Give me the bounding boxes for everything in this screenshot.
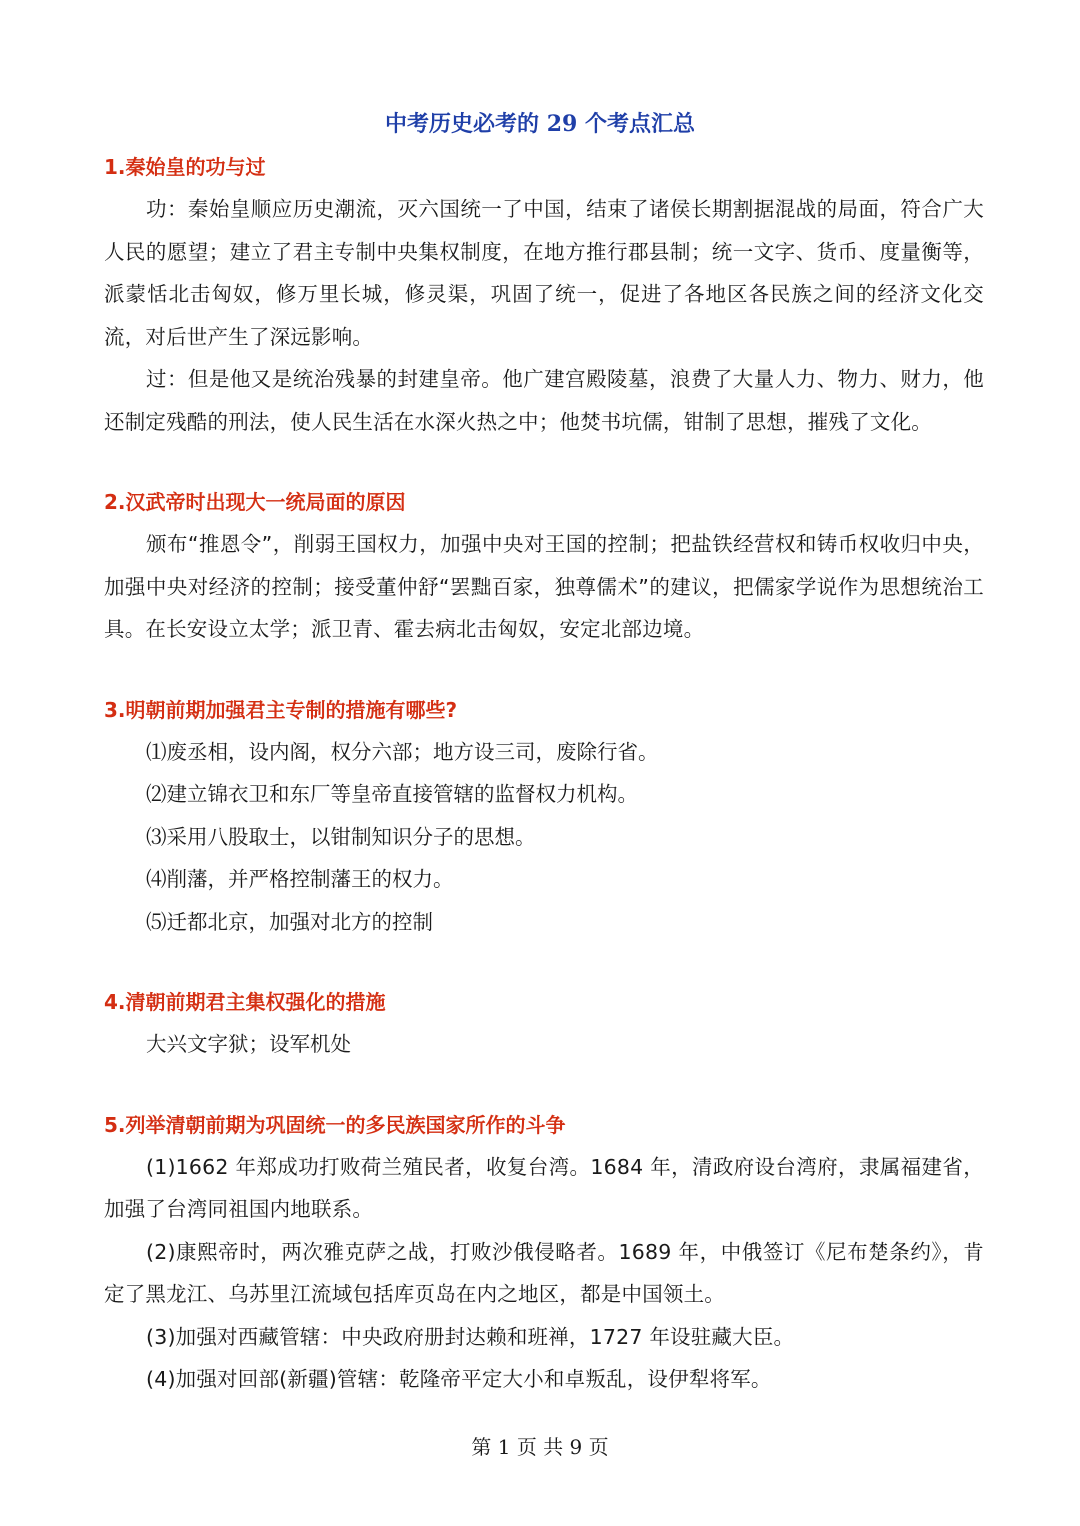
document-content	[104, 150, 984, 1401]
list-item: ⑶采用八股取士，以钳制知识分子的思想。	[146, 824, 536, 849]
paragraph: 过：但是他又是统治残暴的封建皇帝。他广建宫殿陵墓，浪费了大量人力、物力、财力，他还制定残酷的刑法，使人民生活在水深火热之中；他焚书坑儒，钳制了思想，摧残了文化。	[104, 367, 984, 434]
page-footer: 第 1 页 共 9 页	[471, 1435, 609, 1459]
list-item: 大兴文字狱；设军机处	[146, 1032, 351, 1056]
list-item: ⑴废丞相，设内阁，权分六部；地方设三司，废除行省。	[146, 739, 659, 764]
list-item: ⑸迁都北京，加强对北方的控制	[146, 909, 433, 934]
paragraph: (4)加强对回部(新疆)管辖：乾隆帝平定大小和卓叛乱，设伊犁将军。	[146, 1367, 772, 1391]
section-heading: 5.列举清朝前期为巩固统一的多民族国家所作的斗争	[104, 1112, 566, 1137]
paragraph: (1)1662 年郑成功打败荷兰殖民者，收复台湾。1684 年，清政府设台湾府，隶属福建省，加强了台湾同祖国内地联系。	[104, 1154, 984, 1221]
document-title: 中考历史必考的 29 个考点汇总	[385, 111, 695, 137]
section-2	[104, 485, 984, 651]
paragraph: 功：秦始皇顺应历史潮流，灭六国统一了中国，结束了诸侯长期割据混战的局面，符合广大人民的愿望；建立了君主专制中央集权制度，在地方推行郡县制；统一文字、货币、度量衡等，派蒙恬北击匈奴，修万里长城，修灵渠，巩固了统一，促进了各地区各民族之间的经济文化交流，对后世产生了深远影响。	[104, 197, 984, 349]
list-item: ⑷削藩，并严格控制藩王的权力。	[146, 867, 454, 891]
section-heading: 4.清朝前期君主集权强化的措施	[104, 990, 386, 1014]
paragraph: 颁布“推恩令”，削弱王国权力，加强中央对王国的控制；把盐铁经营权和铸币权收归中央，加强中央对经济的控制；接受董仲舒“罢黜百家，独尊儒术”的建议，把儒家学说作为思想统治工具。在长安设立太学；派卫青、霍去病北击匈奴，安定北部边境。	[104, 532, 984, 641]
section-1	[104, 150, 984, 443]
section-4	[104, 985, 984, 1066]
section-heading: 1.秦始皇的功与过	[104, 155, 266, 179]
section-heading: 3.明朝前期加强君主专制的措施有哪些?	[104, 697, 458, 722]
paragraph: (2)康熙帝时，两次雅克萨之战，打败沙俄侵略者。1689 年，中俄签订《尼布楚条约》，肯定了黑龙江、乌苏里江流域包括库页岛在内之地区，都是中国领土。	[104, 1239, 984, 1306]
section-heading: 2.汉武帝时出现大一统局面的原因	[104, 490, 406, 514]
section-5	[104, 1108, 984, 1401]
list-item: ⑵建立锦衣卫和东厂等皇帝直接管辖的监督权力机构。	[146, 782, 638, 806]
paragraph: (3)加强对西藏管辖：中央政府册封达赖和班禅，1727 年设驻藏大臣。	[146, 1324, 795, 1349]
section-3	[104, 693, 984, 944]
